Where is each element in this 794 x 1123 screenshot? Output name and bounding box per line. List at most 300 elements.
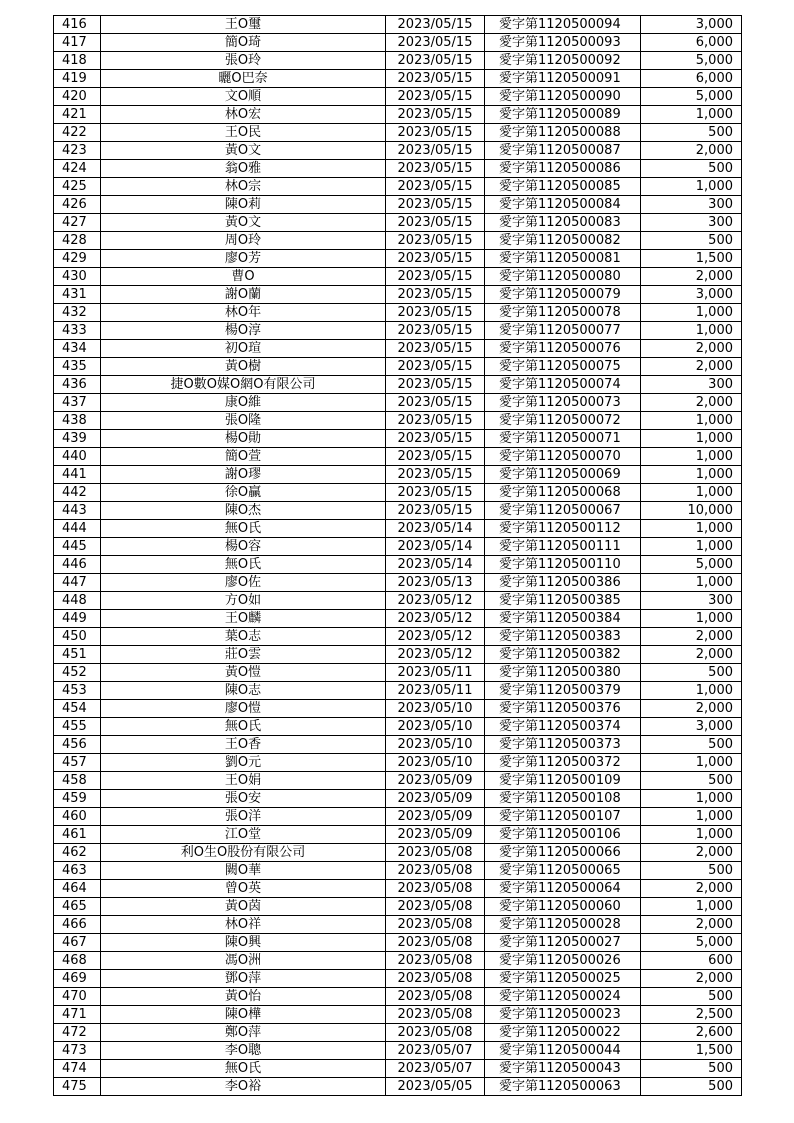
cell-receipt-number: 愛字第1120500092 <box>485 52 641 70</box>
cell-receipt-number: 愛字第1120500093 <box>485 34 641 52</box>
cell-date: 2023/05/09 <box>386 808 485 826</box>
table-row <box>54 520 742 538</box>
cell-receipt-number: 愛字第1120500024 <box>485 988 641 1006</box>
table-row <box>54 52 742 70</box>
cell-number: 429 <box>54 250 101 268</box>
cell-number: 460 <box>54 808 101 826</box>
cell-donor-name: 鄧O萍 <box>101 970 386 988</box>
cell-donor-name: 楊O容 <box>101 538 386 556</box>
cell-date: 2023/05/15 <box>386 88 485 106</box>
cell-number: 447 <box>54 574 101 592</box>
cell-receipt-number: 愛字第1120500111 <box>485 538 641 556</box>
cell-date: 2023/05/15 <box>386 106 485 124</box>
cell-amount: 1,000 <box>641 826 742 844</box>
table-row <box>54 340 742 358</box>
table-row <box>54 232 742 250</box>
cell-date: 2023/05/15 <box>386 358 485 376</box>
cell-number: 442 <box>54 484 101 502</box>
cell-amount: 500 <box>641 772 742 790</box>
cell-donor-name: 黃O文 <box>101 214 386 232</box>
cell-date: 2023/05/08 <box>386 880 485 898</box>
cell-amount: 500 <box>641 1078 742 1096</box>
cell-receipt-number: 愛字第1120500089 <box>485 106 641 124</box>
cell-number: 461 <box>54 826 101 844</box>
cell-donor-name: 康O維 <box>101 394 386 412</box>
cell-number: 471 <box>54 1006 101 1024</box>
cell-receipt-number: 愛字第1120500379 <box>485 682 641 700</box>
cell-number: 427 <box>54 214 101 232</box>
table-row <box>54 1060 742 1078</box>
cell-receipt-number: 愛字第1120500090 <box>485 88 641 106</box>
table-row <box>54 736 742 754</box>
cell-receipt-number: 愛字第1120500080 <box>485 268 641 286</box>
cell-date: 2023/05/05 <box>386 1078 485 1096</box>
table-row <box>54 250 742 268</box>
cell-number: 454 <box>54 700 101 718</box>
cell-donor-name: 張O安 <box>101 790 386 808</box>
cell-date: 2023/05/15 <box>386 448 485 466</box>
cell-receipt-number: 愛字第1120500026 <box>485 952 641 970</box>
table-row <box>54 1078 742 1096</box>
cell-number: 455 <box>54 718 101 736</box>
cell-amount: 3,000 <box>641 718 742 736</box>
cell-receipt-number: 愛字第1120500063 <box>485 1078 641 1096</box>
table-row <box>54 16 742 34</box>
cell-receipt-number: 愛字第1120500108 <box>485 790 641 808</box>
cell-number: 437 <box>54 394 101 412</box>
cell-donor-name: 無O氏 <box>101 520 386 538</box>
cell-amount: 1,000 <box>641 448 742 466</box>
cell-number: 458 <box>54 772 101 790</box>
table-row <box>54 448 742 466</box>
cell-donor-name: 廖O佐 <box>101 574 386 592</box>
cell-date: 2023/05/15 <box>386 232 485 250</box>
cell-donor-name: 陳O興 <box>101 934 386 952</box>
cell-donor-name: 闕O華 <box>101 862 386 880</box>
cell-amount: 2,000 <box>641 268 742 286</box>
cell-number: 419 <box>54 70 101 88</box>
table-row <box>54 106 742 124</box>
cell-receipt-number: 愛字第1120500075 <box>485 358 641 376</box>
cell-donor-name: 王O娟 <box>101 772 386 790</box>
cell-receipt-number: 愛字第1120500064 <box>485 880 641 898</box>
cell-amount: 2,000 <box>641 970 742 988</box>
table-row <box>54 214 742 232</box>
cell-receipt-number: 愛字第1120500069 <box>485 466 641 484</box>
cell-date: 2023/05/08 <box>386 916 485 934</box>
cell-receipt-number: 愛字第1120500022 <box>485 1024 641 1042</box>
cell-amount: 2,000 <box>641 916 742 934</box>
cell-amount: 2,000 <box>641 700 742 718</box>
cell-amount: 1,000 <box>641 538 742 556</box>
cell-date: 2023/05/10 <box>386 754 485 772</box>
table-row <box>54 376 742 394</box>
cell-receipt-number: 愛字第1120500386 <box>485 574 641 592</box>
donation-table-body <box>54 16 742 1096</box>
cell-donor-name: 簡O琦 <box>101 34 386 52</box>
cell-receipt-number: 愛字第1120500385 <box>485 592 641 610</box>
cell-number: 430 <box>54 268 101 286</box>
cell-donor-name: 楊O淳 <box>101 322 386 340</box>
cell-amount: 1,000 <box>641 484 742 502</box>
table-row <box>54 952 742 970</box>
cell-number: 462 <box>54 844 101 862</box>
cell-date: 2023/05/08 <box>386 1024 485 1042</box>
table-row <box>54 160 742 178</box>
cell-amount: 2,000 <box>641 844 742 862</box>
cell-donor-name: 馮O洲 <box>101 952 386 970</box>
table-row <box>54 394 742 412</box>
cell-date: 2023/05/15 <box>386 466 485 484</box>
cell-receipt-number: 愛字第1120500383 <box>485 628 641 646</box>
table-row <box>54 484 742 502</box>
cell-number: 431 <box>54 286 101 304</box>
table-row <box>54 142 742 160</box>
cell-amount: 5,000 <box>641 88 742 106</box>
cell-donor-name: 林O年 <box>101 304 386 322</box>
cell-amount: 6,000 <box>641 34 742 52</box>
cell-amount: 500 <box>641 232 742 250</box>
cell-date: 2023/05/14 <box>386 538 485 556</box>
cell-receipt-number: 愛字第1120500077 <box>485 322 641 340</box>
cell-date: 2023/05/14 <box>386 520 485 538</box>
cell-donor-name: 翁O雅 <box>101 160 386 178</box>
cell-receipt-number: 愛字第1120500066 <box>485 844 641 862</box>
cell-donor-name: 周O玲 <box>101 232 386 250</box>
cell-amount: 1,000 <box>641 520 742 538</box>
cell-number: 456 <box>54 736 101 754</box>
table-row <box>54 610 742 628</box>
cell-receipt-number: 愛字第1120500087 <box>485 142 641 160</box>
cell-date: 2023/05/10 <box>386 718 485 736</box>
cell-amount: 1,000 <box>641 808 742 826</box>
donation-table <box>53 15 742 1096</box>
cell-amount: 2,000 <box>641 646 742 664</box>
cell-number: 446 <box>54 556 101 574</box>
cell-date: 2023/05/15 <box>386 214 485 232</box>
cell-amount: 2,000 <box>641 628 742 646</box>
table-row <box>54 1024 742 1042</box>
cell-number: 467 <box>54 934 101 952</box>
cell-number: 426 <box>54 196 101 214</box>
cell-receipt-number: 愛字第1120500081 <box>485 250 641 268</box>
table-row <box>54 862 742 880</box>
cell-amount: 500 <box>641 664 742 682</box>
cell-receipt-number: 愛字第1120500028 <box>485 916 641 934</box>
cell-amount: 1,000 <box>641 322 742 340</box>
cell-amount: 1,500 <box>641 250 742 268</box>
cell-date: 2023/05/15 <box>386 178 485 196</box>
cell-number: 436 <box>54 376 101 394</box>
table-row <box>54 772 742 790</box>
cell-amount: 500 <box>641 1060 742 1078</box>
table-row <box>54 682 742 700</box>
cell-amount: 5,000 <box>641 556 742 574</box>
cell-receipt-number: 愛字第1120500044 <box>485 1042 641 1060</box>
cell-receipt-number: 愛字第1120500372 <box>485 754 641 772</box>
cell-donor-name: 楊O勛 <box>101 430 386 448</box>
cell-date: 2023/05/12 <box>386 610 485 628</box>
cell-date: 2023/05/10 <box>386 736 485 754</box>
cell-number: 424 <box>54 160 101 178</box>
cell-donor-name: 李O裕 <box>101 1078 386 1096</box>
cell-number: 422 <box>54 124 101 142</box>
cell-number: 466 <box>54 916 101 934</box>
cell-receipt-number: 愛字第1120500074 <box>485 376 641 394</box>
cell-donor-name: 謝O蘭 <box>101 286 386 304</box>
cell-date: 2023/05/15 <box>386 160 485 178</box>
cell-receipt-number: 愛字第1120500112 <box>485 520 641 538</box>
cell-amount: 2,000 <box>641 880 742 898</box>
table-row <box>54 592 742 610</box>
table-row <box>54 268 742 286</box>
cell-number: 441 <box>54 466 101 484</box>
cell-amount: 5,000 <box>641 934 742 952</box>
cell-number: 444 <box>54 520 101 538</box>
table-row <box>54 430 742 448</box>
cell-amount: 1,000 <box>641 304 742 322</box>
cell-donor-name: 林O祥 <box>101 916 386 934</box>
table-row <box>54 466 742 484</box>
cell-receipt-number: 愛字第1120500079 <box>485 286 641 304</box>
cell-date: 2023/05/08 <box>386 952 485 970</box>
cell-amount: 1,000 <box>641 574 742 592</box>
cell-amount: 1,000 <box>641 682 742 700</box>
cell-amount: 300 <box>641 196 742 214</box>
table-row <box>54 934 742 952</box>
cell-receipt-number: 愛字第1120500380 <box>485 664 641 682</box>
cell-receipt-number: 愛字第1120500109 <box>485 772 641 790</box>
cell-amount: 6,000 <box>641 70 742 88</box>
cell-date: 2023/05/12 <box>386 646 485 664</box>
table-row <box>54 556 742 574</box>
table-row <box>54 664 742 682</box>
cell-amount: 3,000 <box>641 16 742 34</box>
cell-receipt-number: 愛字第1120500072 <box>485 412 641 430</box>
cell-donor-name: 陳O莉 <box>101 196 386 214</box>
cell-receipt-number: 愛字第1120500091 <box>485 70 641 88</box>
cell-date: 2023/05/07 <box>386 1060 485 1078</box>
cell-date: 2023/05/08 <box>386 898 485 916</box>
cell-receipt-number: 愛字第1120500043 <box>485 1060 641 1078</box>
cell-receipt-number: 愛字第1120500106 <box>485 826 641 844</box>
cell-donor-name: 曾O英 <box>101 880 386 898</box>
cell-amount: 1,000 <box>641 466 742 484</box>
cell-receipt-number: 愛字第1120500384 <box>485 610 641 628</box>
cell-number: 439 <box>54 430 101 448</box>
table-row <box>54 754 742 772</box>
cell-donor-name: 方O如 <box>101 592 386 610</box>
cell-receipt-number: 愛字第1120500027 <box>485 934 641 952</box>
cell-donor-name: 黃O茵 <box>101 898 386 916</box>
cell-receipt-number: 愛字第1120500374 <box>485 718 641 736</box>
cell-date: 2023/05/15 <box>386 16 485 34</box>
cell-donor-name: 無O氏 <box>101 556 386 574</box>
cell-donor-name: 鄭O萍 <box>101 1024 386 1042</box>
cell-number: 435 <box>54 358 101 376</box>
cell-number: 421 <box>54 106 101 124</box>
cell-date: 2023/05/15 <box>386 484 485 502</box>
cell-number: 453 <box>54 682 101 700</box>
table-row <box>54 790 742 808</box>
table-row <box>54 34 742 52</box>
cell-number: 432 <box>54 304 101 322</box>
cell-date: 2023/05/15 <box>386 412 485 430</box>
table-row <box>54 880 742 898</box>
cell-amount: 2,000 <box>641 358 742 376</box>
table-row <box>54 808 742 826</box>
table-row <box>54 988 742 1006</box>
table-row <box>54 646 742 664</box>
cell-amount: 500 <box>641 124 742 142</box>
cell-amount: 500 <box>641 160 742 178</box>
cell-donor-name: 林O宏 <box>101 106 386 124</box>
cell-number: 463 <box>54 862 101 880</box>
cell-donor-name: 陳O志 <box>101 682 386 700</box>
cell-amount: 300 <box>641 214 742 232</box>
table-row <box>54 574 742 592</box>
cell-date: 2023/05/09 <box>386 826 485 844</box>
cell-receipt-number: 愛字第1120500373 <box>485 736 641 754</box>
cell-amount: 1,500 <box>641 1042 742 1060</box>
cell-donor-name: 劉O元 <box>101 754 386 772</box>
cell-donor-name: 陳O樺 <box>101 1006 386 1024</box>
cell-donor-name: 李O聰 <box>101 1042 386 1060</box>
table-row <box>54 70 742 88</box>
cell-date: 2023/05/08 <box>386 862 485 880</box>
cell-donor-name: 莊O雲 <box>101 646 386 664</box>
cell-number: 416 <box>54 16 101 34</box>
cell-donor-name: 張O玲 <box>101 52 386 70</box>
table-row <box>54 916 742 934</box>
cell-amount: 5,000 <box>641 52 742 70</box>
table-row <box>54 718 742 736</box>
cell-number: 438 <box>54 412 101 430</box>
cell-donor-name: 黃O怡 <box>101 988 386 1006</box>
cell-donor-name: 黃O文 <box>101 142 386 160</box>
cell-receipt-number: 愛字第1120500060 <box>485 898 641 916</box>
cell-amount: 300 <box>641 376 742 394</box>
cell-amount: 1,000 <box>641 754 742 772</box>
table-row <box>54 88 742 106</box>
cell-donor-name: 黃O愷 <box>101 664 386 682</box>
cell-donor-name: 江O堂 <box>101 826 386 844</box>
cell-date: 2023/05/15 <box>386 304 485 322</box>
cell-donor-name: 捷O數O媒O網O有限公司 <box>101 376 386 394</box>
cell-donor-name: 曬O巴奈 <box>101 70 386 88</box>
cell-number: 440 <box>54 448 101 466</box>
cell-number: 469 <box>54 970 101 988</box>
cell-date: 2023/05/12 <box>386 628 485 646</box>
cell-number: 470 <box>54 988 101 1006</box>
cell-receipt-number: 愛字第1120500025 <box>485 970 641 988</box>
cell-donor-name: 初O瑄 <box>101 340 386 358</box>
cell-amount: 1,000 <box>641 430 742 448</box>
cell-receipt-number: 愛字第1120500094 <box>485 16 641 34</box>
cell-number: 417 <box>54 34 101 52</box>
cell-donor-name: 廖O芳 <box>101 250 386 268</box>
cell-receipt-number: 愛字第1120500068 <box>485 484 641 502</box>
cell-date: 2023/05/13 <box>386 574 485 592</box>
cell-date: 2023/05/09 <box>386 772 485 790</box>
cell-donor-name: 無O氏 <box>101 718 386 736</box>
cell-amount: 1,000 <box>641 790 742 808</box>
cell-donor-name: 文O順 <box>101 88 386 106</box>
cell-donor-name: 無O氏 <box>101 1060 386 1078</box>
table-row <box>54 358 742 376</box>
cell-number: 474 <box>54 1060 101 1078</box>
cell-amount: 500 <box>641 988 742 1006</box>
cell-donor-name: 利O生O股份有限公司 <box>101 844 386 862</box>
cell-amount: 500 <box>641 862 742 880</box>
cell-date: 2023/05/15 <box>386 34 485 52</box>
cell-number: 472 <box>54 1024 101 1042</box>
cell-date: 2023/05/11 <box>386 664 485 682</box>
cell-amount: 2,600 <box>641 1024 742 1042</box>
table-row <box>54 844 742 862</box>
cell-amount: 1,000 <box>641 610 742 628</box>
cell-date: 2023/05/09 <box>386 790 485 808</box>
cell-amount: 2,000 <box>641 394 742 412</box>
cell-donor-name: 王O璽 <box>101 16 386 34</box>
cell-number: 445 <box>54 538 101 556</box>
cell-date: 2023/05/14 <box>386 556 485 574</box>
table-row <box>54 412 742 430</box>
cell-receipt-number: 愛字第1120500107 <box>485 808 641 826</box>
cell-date: 2023/05/15 <box>386 286 485 304</box>
table-row <box>54 196 742 214</box>
cell-date: 2023/05/08 <box>386 934 485 952</box>
cell-date: 2023/05/10 <box>386 700 485 718</box>
cell-receipt-number: 愛字第1120500083 <box>485 214 641 232</box>
cell-number: 452 <box>54 664 101 682</box>
cell-date: 2023/05/15 <box>386 142 485 160</box>
cell-date: 2023/05/15 <box>386 268 485 286</box>
cell-receipt-number: 愛字第1120500110 <box>485 556 641 574</box>
cell-donor-name: 王O民 <box>101 124 386 142</box>
cell-date: 2023/05/12 <box>386 592 485 610</box>
cell-receipt-number: 愛字第1120500082 <box>485 232 641 250</box>
table-row <box>54 700 742 718</box>
cell-number: 425 <box>54 178 101 196</box>
cell-number: 451 <box>54 646 101 664</box>
cell-donor-name: 王O香 <box>101 736 386 754</box>
cell-receipt-number: 愛字第1120500086 <box>485 160 641 178</box>
cell-donor-name: 張O隆 <box>101 412 386 430</box>
cell-amount: 500 <box>641 736 742 754</box>
cell-amount: 10,000 <box>641 502 742 520</box>
cell-date: 2023/05/08 <box>386 970 485 988</box>
cell-date: 2023/05/15 <box>386 250 485 268</box>
cell-number: 448 <box>54 592 101 610</box>
table-row <box>54 898 742 916</box>
cell-receipt-number: 愛字第1120500088 <box>485 124 641 142</box>
cell-receipt-number: 愛字第1120500071 <box>485 430 641 448</box>
table-row <box>54 286 742 304</box>
table-row <box>54 970 742 988</box>
table-row <box>54 304 742 322</box>
table-row <box>54 502 742 520</box>
cell-number: 420 <box>54 88 101 106</box>
cell-receipt-number: 愛字第1120500078 <box>485 304 641 322</box>
cell-number: 434 <box>54 340 101 358</box>
cell-number: 449 <box>54 610 101 628</box>
cell-donor-name: 黃O樹 <box>101 358 386 376</box>
cell-date: 2023/05/15 <box>386 376 485 394</box>
cell-receipt-number: 愛字第1120500382 <box>485 646 641 664</box>
cell-number: 457 <box>54 754 101 772</box>
cell-date: 2023/05/15 <box>386 322 485 340</box>
